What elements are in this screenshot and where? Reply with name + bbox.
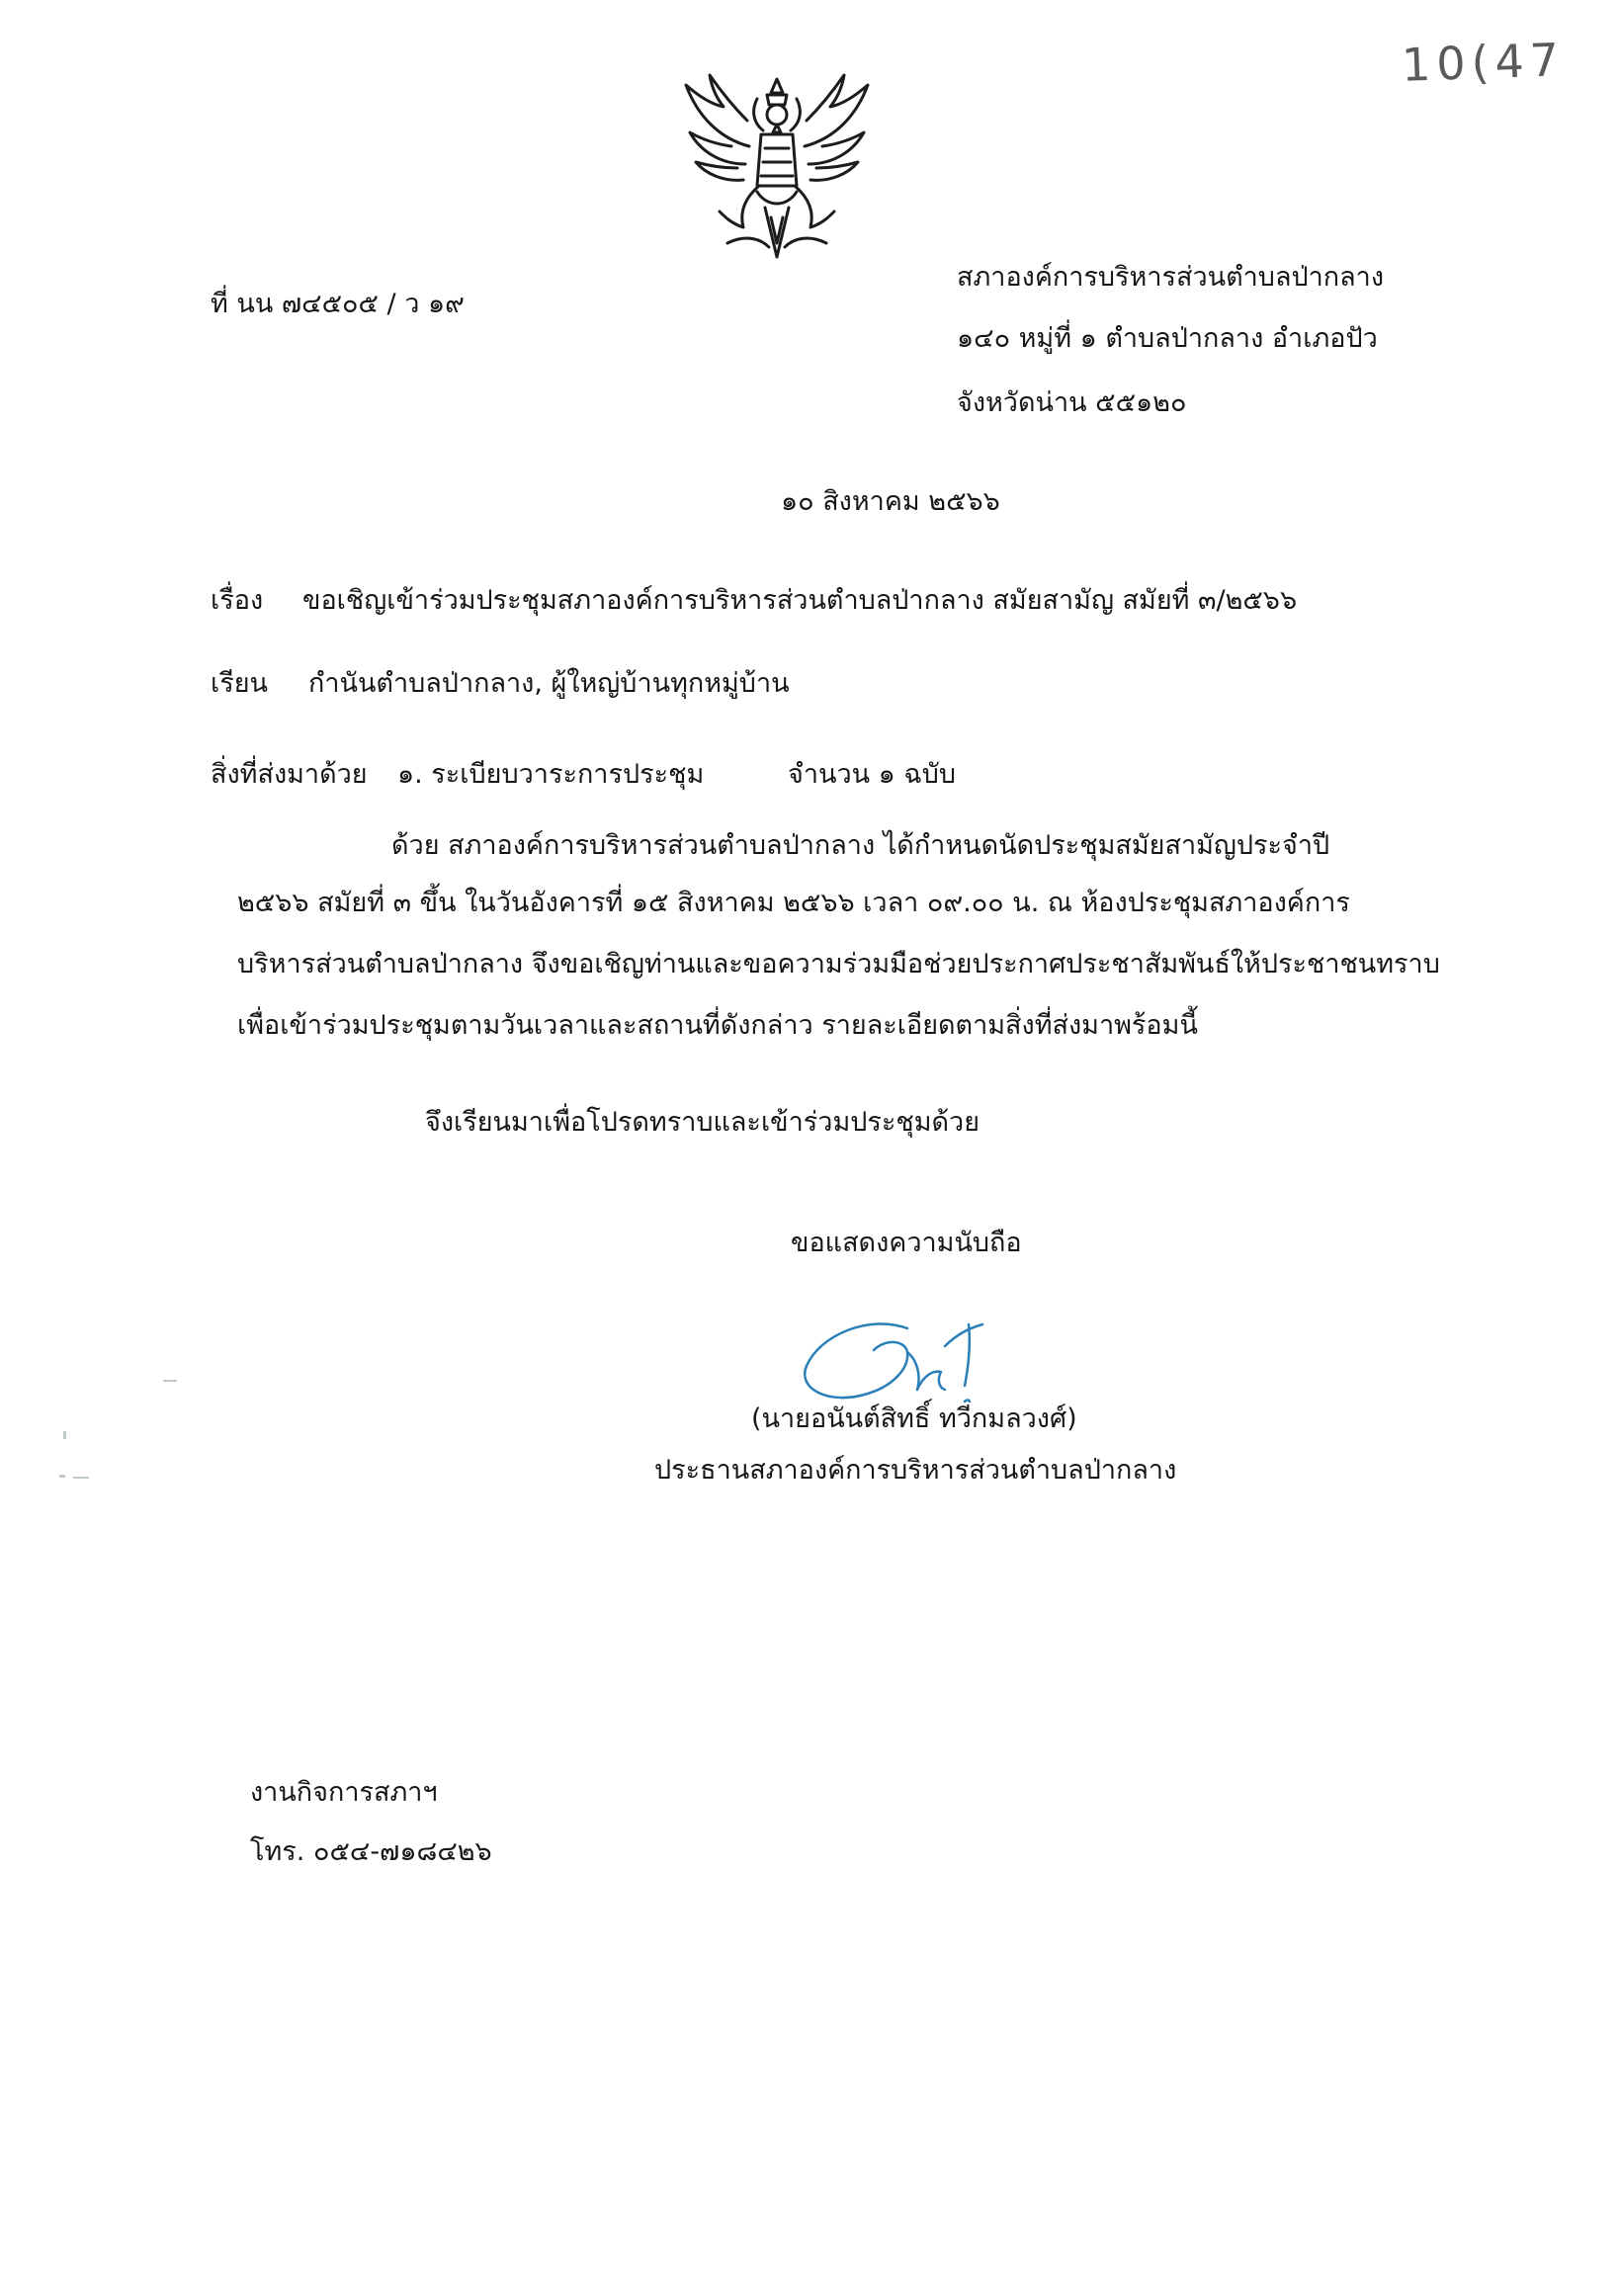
enclosure-quantity: จำนวน ๑ ฉบับ [788, 759, 957, 790]
signatory-name: (นายอนันต์สิทธิ์ ทวีกมลวงศ์) [751, 1403, 1077, 1434]
footer-phone: โทร. ๐๕๔-๗๑๘๔๒๖ [250, 1836, 492, 1867]
scan-speck [63, 1431, 66, 1439]
document-number: ที่ นน ๗๔๕๐๕ / ว ๑๙ [211, 289, 465, 319]
body-line-3: บริหารส่วนตำบลป่ากลาง จึงขอเชิญท่านและขอความร่วมมือช่วยประกาศประชาสัมพันธ์ให้ประชาชนทราบ [237, 949, 1440, 979]
scan-speck [59, 1475, 65, 1478]
enclosure-item: ๑. ระเบียบวาระการประชุม [397, 759, 705, 790]
signatory-position: ประธานสภาองค์การบริหารส่วนตำบลป่ากลาง [654, 1455, 1177, 1486]
recipient-text: กำนันตำบลป่ากลาง, ผู้ใหญ่บ้านทุกหมู่บ้าน [308, 668, 790, 699]
scan-speck [73, 1477, 89, 1479]
sender-address-line1: ๑๔๐ หมู่ที่ ๑ ตำบลป่ากลาง อำเภอปัว [957, 323, 1378, 354]
body-line-4: เพื่อเข้าร่วมประชุมตามวันเวลาและสถานที่ดังกล่าว รายละเอียดตามสิ่งที่ส่งมาพร้อมนี้ [237, 1010, 1198, 1041]
handwritten-annotation: 10(47 [1401, 33, 1566, 92]
footer-department: งานกิจการสภาฯ [250, 1777, 438, 1808]
recipient-label: เรียน [211, 668, 269, 699]
sender-organization: สภาองค์การบริหารส่วนตำบลป่ากลาง [957, 262, 1385, 293]
closing-paragraph: จึงเรียนมาเพื่อโปรดทราบและเข้าร่วมประชุมด้วย [425, 1107, 980, 1138]
scan-speck [163, 1380, 177, 1382]
subject-label: เรื่อง [211, 585, 264, 616]
garuda-emblem-icon [680, 69, 874, 267]
body-line-1: ด้วย สภาองค์การบริหารส่วนตำบลป่ากลาง ได้กำหนดนัดประชุมสมัยสามัญประจำปี [391, 830, 1330, 861]
document-date: ๑๐ สิงหาคม ๒๕๖๖ [781, 486, 1000, 517]
body-line-2: ๒๕๖๖ สมัยที่ ๓ ขึ้น ในวันอังคารที่ ๑๕ สิงหาคม ๒๕๖๖ เวลา ๐๙.๐๐ น. ณ ห้องประชุมสภาองค์การ [237, 888, 1350, 918]
sender-address-line2: จังหวัดน่าน ๕๕๑๒๐ [957, 387, 1187, 418]
subject-text: ขอเชิญเข้าร่วมประชุมสภาองค์การบริหารส่วนตำบลป่ากลาง สมัยสามัญ สมัยที่ ๓/๒๕๖๖ [302, 585, 1298, 616]
salutation: ขอแสดงความนับถือ [791, 1228, 1022, 1258]
enclosure-label: สิ่งที่ส่งมาด้วย [211, 759, 368, 790]
